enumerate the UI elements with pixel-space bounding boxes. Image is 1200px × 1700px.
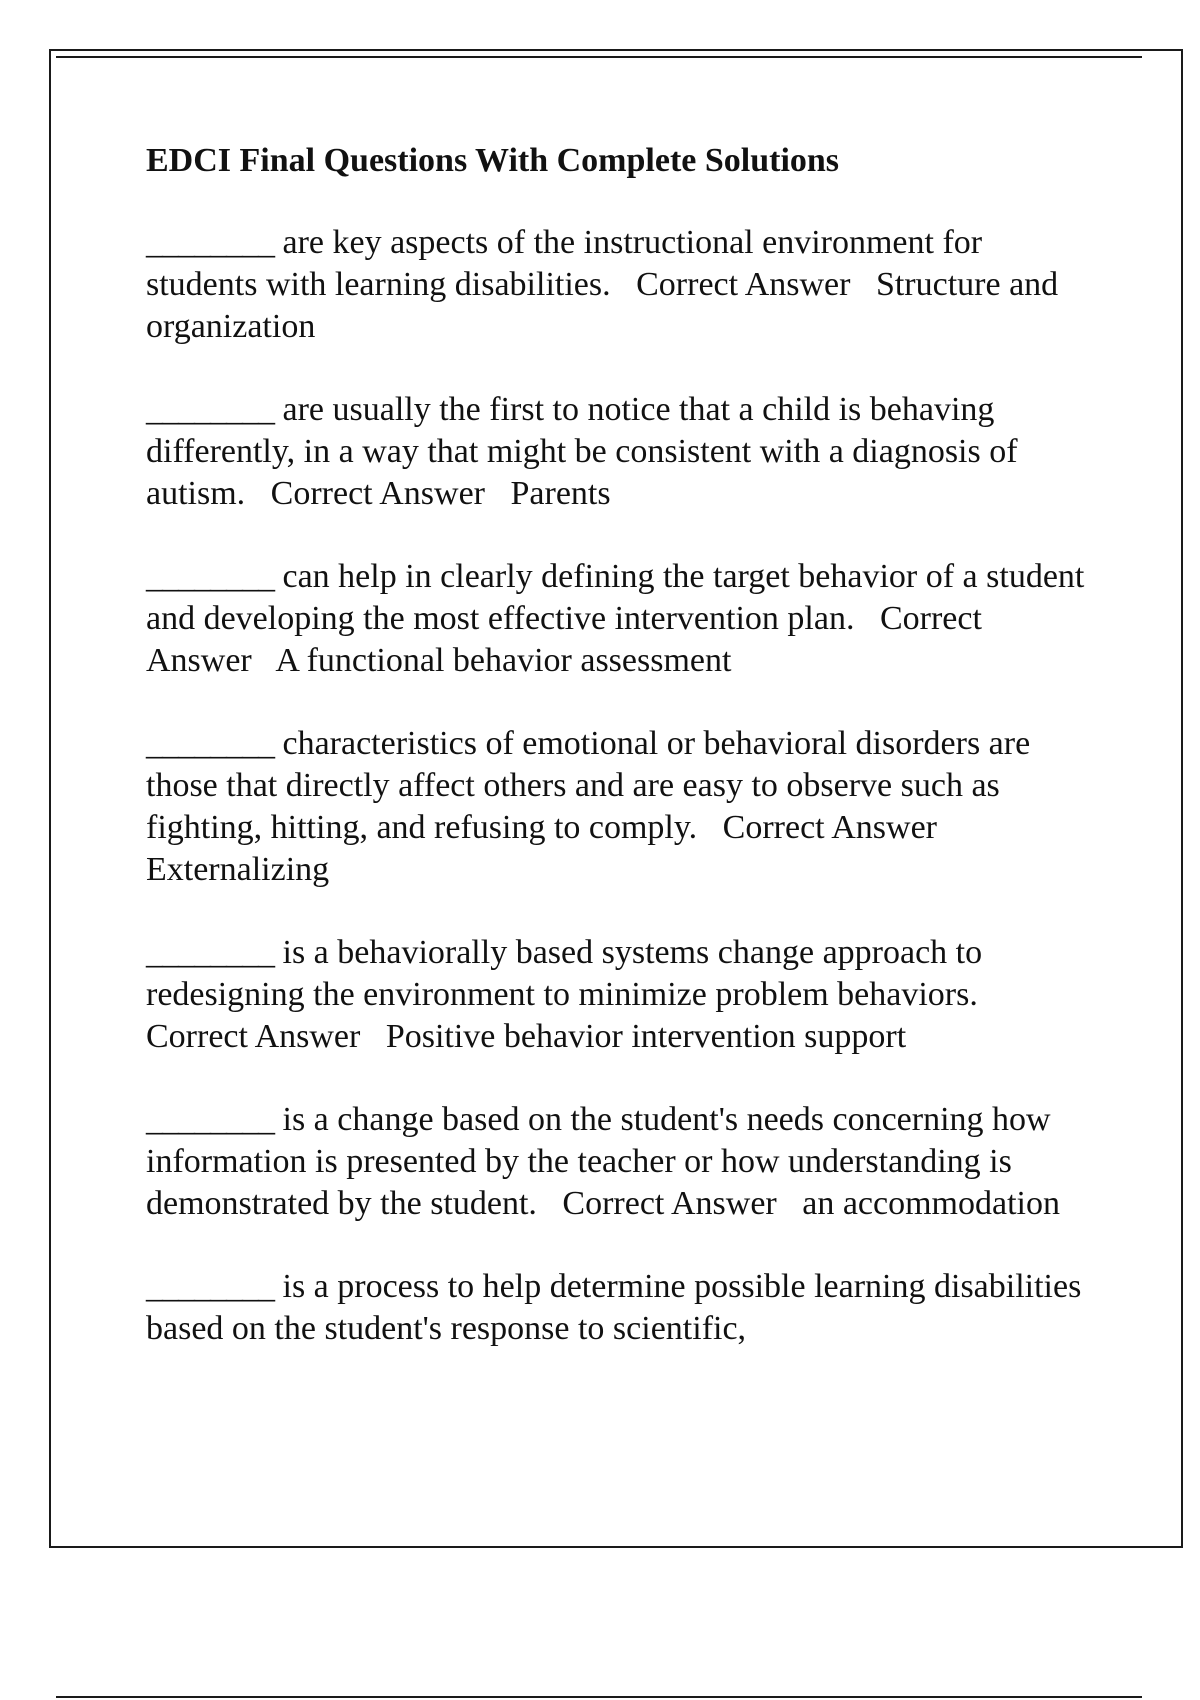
top-rule bbox=[56, 56, 1142, 58]
answer-blank: ________ bbox=[146, 725, 274, 762]
answer-blank: ________ bbox=[146, 934, 274, 971]
question-text: is a behaviorally based systems change approach to redesigning the environment to minimize problem behaviors. bbox=[146, 934, 983, 1013]
answer-text: A functional behavior assessment bbox=[275, 642, 732, 679]
answer-blank: ________ bbox=[146, 391, 274, 428]
question-text: characteristics of emotional or behavioral disorders are those that directly affect others and are easy to observe such as fighting, hitting, and refusing to comply. bbox=[146, 725, 1031, 846]
answer-text: Positive behavior intervention support bbox=[385, 1018, 907, 1055]
qa-item bbox=[146, 556, 1091, 682]
answer-blank: ________ bbox=[146, 224, 274, 261]
document-title: EDCI Final Questions With Complete Solutions bbox=[146, 142, 840, 179]
answer-label: Correct Answer bbox=[146, 1018, 361, 1055]
qa-item bbox=[146, 932, 1091, 1058]
question-text: is a change based on the student's needs concerning how information is presented by the teacher or how understanding is demonstrated by the student. bbox=[146, 1101, 1051, 1222]
question-text: is a process to help determine possible learning disabilities based on the student's response to scientific, bbox=[146, 1268, 1082, 1347]
question-text: can help in clearly defining the target behavior of a student and developing the most effective intervention plan. bbox=[146, 558, 1085, 637]
answer-blank: ________ bbox=[146, 1268, 274, 1305]
answer-text: Structure and organization bbox=[146, 266, 1059, 345]
document-body bbox=[146, 140, 1091, 1391]
answer-blank: ________ bbox=[146, 1101, 274, 1138]
qa-item bbox=[146, 389, 1091, 515]
answer-label: Correct Answer bbox=[146, 600, 982, 679]
qa-item bbox=[146, 1099, 1091, 1225]
qa-item bbox=[146, 222, 1091, 348]
answer-text: Externalizing bbox=[146, 851, 330, 888]
answer-label: Correct Answer bbox=[722, 809, 937, 846]
qa-item bbox=[146, 1266, 1091, 1350]
answer-text: Parents bbox=[510, 475, 611, 512]
answer-label: Correct Answer bbox=[270, 475, 485, 512]
answer-label: Correct Answer bbox=[562, 1185, 777, 1222]
bottom-rule bbox=[56, 1696, 1142, 1698]
question-text: are key aspects of the instructional environment for students with learning disabilities. bbox=[146, 224, 983, 303]
question-text: are usually the first to notice that a child is behaving differently, in a way that might be consistent with a diagnosis of autism. bbox=[146, 391, 1018, 512]
answer-label: Correct Answer bbox=[636, 266, 851, 303]
answer-blank: ________ bbox=[146, 558, 274, 595]
answer-text: an accommodation bbox=[802, 1185, 1060, 1222]
qa-item bbox=[146, 723, 1091, 891]
